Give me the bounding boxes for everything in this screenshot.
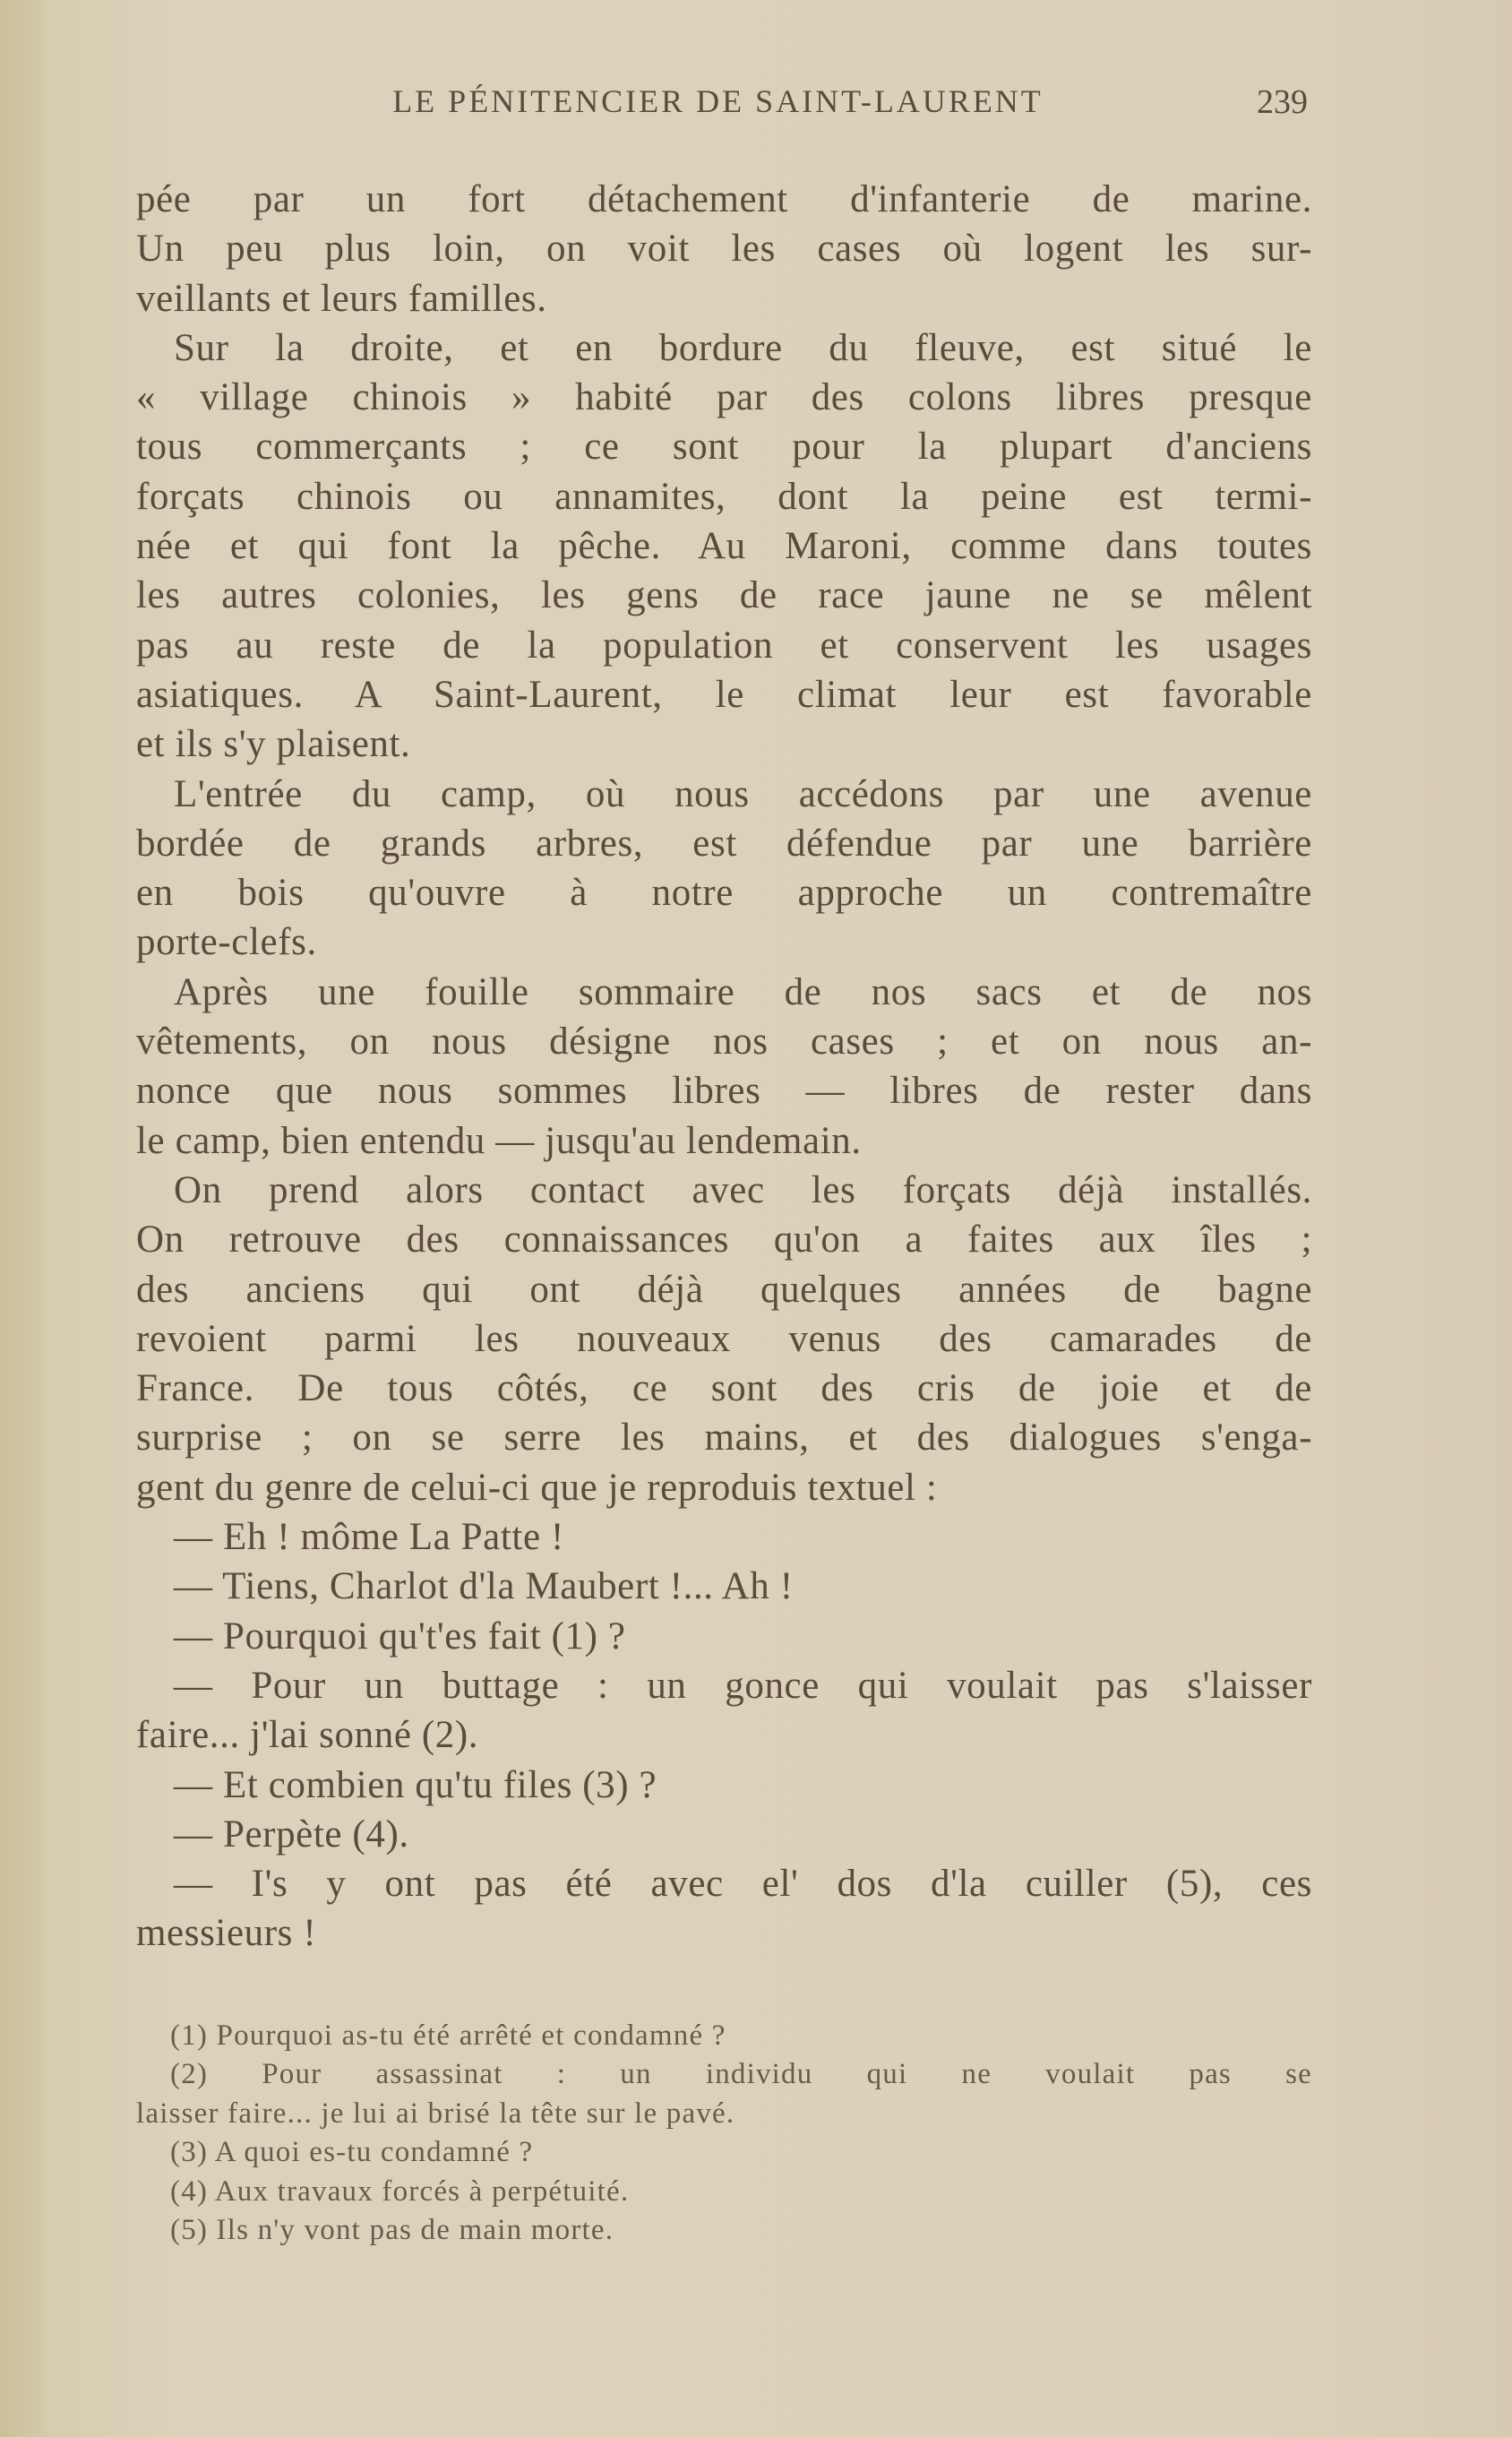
text-line: On retrouve des connaissances qu'on a faites aux îles ; bbox=[136, 1218, 1312, 1262]
text-line: — Perpète (4). bbox=[174, 1813, 409, 1856]
text-line: porte-clefs. bbox=[136, 921, 317, 964]
text-line: — I's y ont pas été avec el' dos d'la cuiller (5), ces bbox=[174, 1863, 1312, 1906]
text-line: pée par un fort détachement d'infanterie de marine. bbox=[136, 178, 1312, 220]
text-line: nonce que nous sommes libres — libres de rester dans bbox=[136, 1070, 1312, 1113]
text-line: On prend alors contact avec les forçats déjà installés. bbox=[174, 1168, 1312, 1211]
footnote-line: (2) Pour assassinat : un individu qui ne voulait pas se bbox=[170, 2058, 1312, 2091]
text-line: revoient parmi les nouveaux venus des camarades de bbox=[136, 1317, 1312, 1360]
text-line: L'entrée du camp, où nous accédons par une avenue bbox=[174, 772, 1312, 815]
text-line: — Tiens, Charlot d'la Maubert !... Ah ! bbox=[174, 1565, 794, 1608]
text-line: des anciens qui ont déjà quelques années de bagne bbox=[136, 1268, 1312, 1311]
text-line: forçats chinois ou annamites, dont la peine est termi- bbox=[136, 475, 1312, 518]
running-title: LE PÉNITENCIER DE SAINT-LAURENT bbox=[392, 83, 1044, 119]
text-line: les autres colonies, les gens de race jaune ne se mêlent bbox=[136, 574, 1312, 617]
text-line: vêtements, on nous désigne nos cases ; et on nous an- bbox=[136, 1020, 1312, 1063]
text-line: et ils s'y plaisent. bbox=[136, 723, 411, 766]
body-text bbox=[136, 175, 1312, 1959]
text-line: — Pourquoi qu't'es fait (1) ? bbox=[174, 1615, 626, 1658]
footnote-line: laisser faire... je lui ai brisé la tête sur le pavé. bbox=[136, 2097, 735, 2130]
text-line: France. De tous côtés, ce sont des cris de joie et de bbox=[136, 1367, 1312, 1410]
text-line: Un peu plus loin, on voit les cases où logent les sur- bbox=[136, 228, 1312, 271]
footnote-line: (3) A quoi es-tu condamné ? bbox=[170, 2136, 534, 2169]
text-line: bordée de grands arbres, est défendue par une barrière bbox=[136, 822, 1312, 865]
text-line: — Pour un buttage : un gonce qui voulait pas s'laisser bbox=[174, 1664, 1312, 1707]
text-line: Après une fouille sommaire de nos sacs et de nos bbox=[174, 970, 1312, 1013]
text-line: — Eh ! môme La Patte ! bbox=[174, 1516, 564, 1559]
text-line: faire... j'lai sonné (2). bbox=[136, 1714, 479, 1757]
text-line: Sur la droite, et en bordure du fleuve, est situé le bbox=[174, 326, 1312, 369]
footnote-line: (4) Aux travaux forcés à perpétuité. bbox=[170, 2174, 630, 2208]
text-line: — Et combien qu'tu files (3) ? bbox=[174, 1763, 657, 1806]
footnote-line: (5) Ils n'y vont pas de main morte. bbox=[170, 2213, 614, 2246]
text-line: gent du genre de celui-ci que je reproduis textuel : bbox=[136, 1466, 938, 1509]
text-line: surprise ; on se serre les mains, et des dialogues s'enga- bbox=[136, 1417, 1312, 1460]
text-line: née et qui font la pêche. Au Maroni, comme dans toutes bbox=[136, 525, 1312, 568]
text-line: « village chinois » habité par des colons libres presque bbox=[136, 376, 1312, 419]
text-line: veillants et leurs familles. bbox=[136, 277, 547, 320]
text-line: en bois qu'ouvre à notre approche un contremaître bbox=[136, 872, 1312, 915]
page-header bbox=[0, 82, 1512, 127]
text-line: tous commerçants ; ce sont pour la plupart d'anciens bbox=[136, 426, 1312, 469]
text-line: le camp, bien entendu — jusqu'au lendemain. bbox=[136, 1119, 862, 1162]
text-line: asiatiques. A Saint-Laurent, le climat leur est favorable bbox=[136, 673, 1312, 716]
footnote-line: (1) Pourquoi as-tu été arrêté et condamné ? bbox=[170, 2019, 726, 2052]
text-line: pas au reste de la population et conservent les usages bbox=[136, 624, 1312, 667]
footnotes bbox=[136, 2017, 1312, 2250]
text-line: messieurs ! bbox=[136, 1912, 317, 1955]
page-number: 239 bbox=[1257, 83, 1308, 121]
